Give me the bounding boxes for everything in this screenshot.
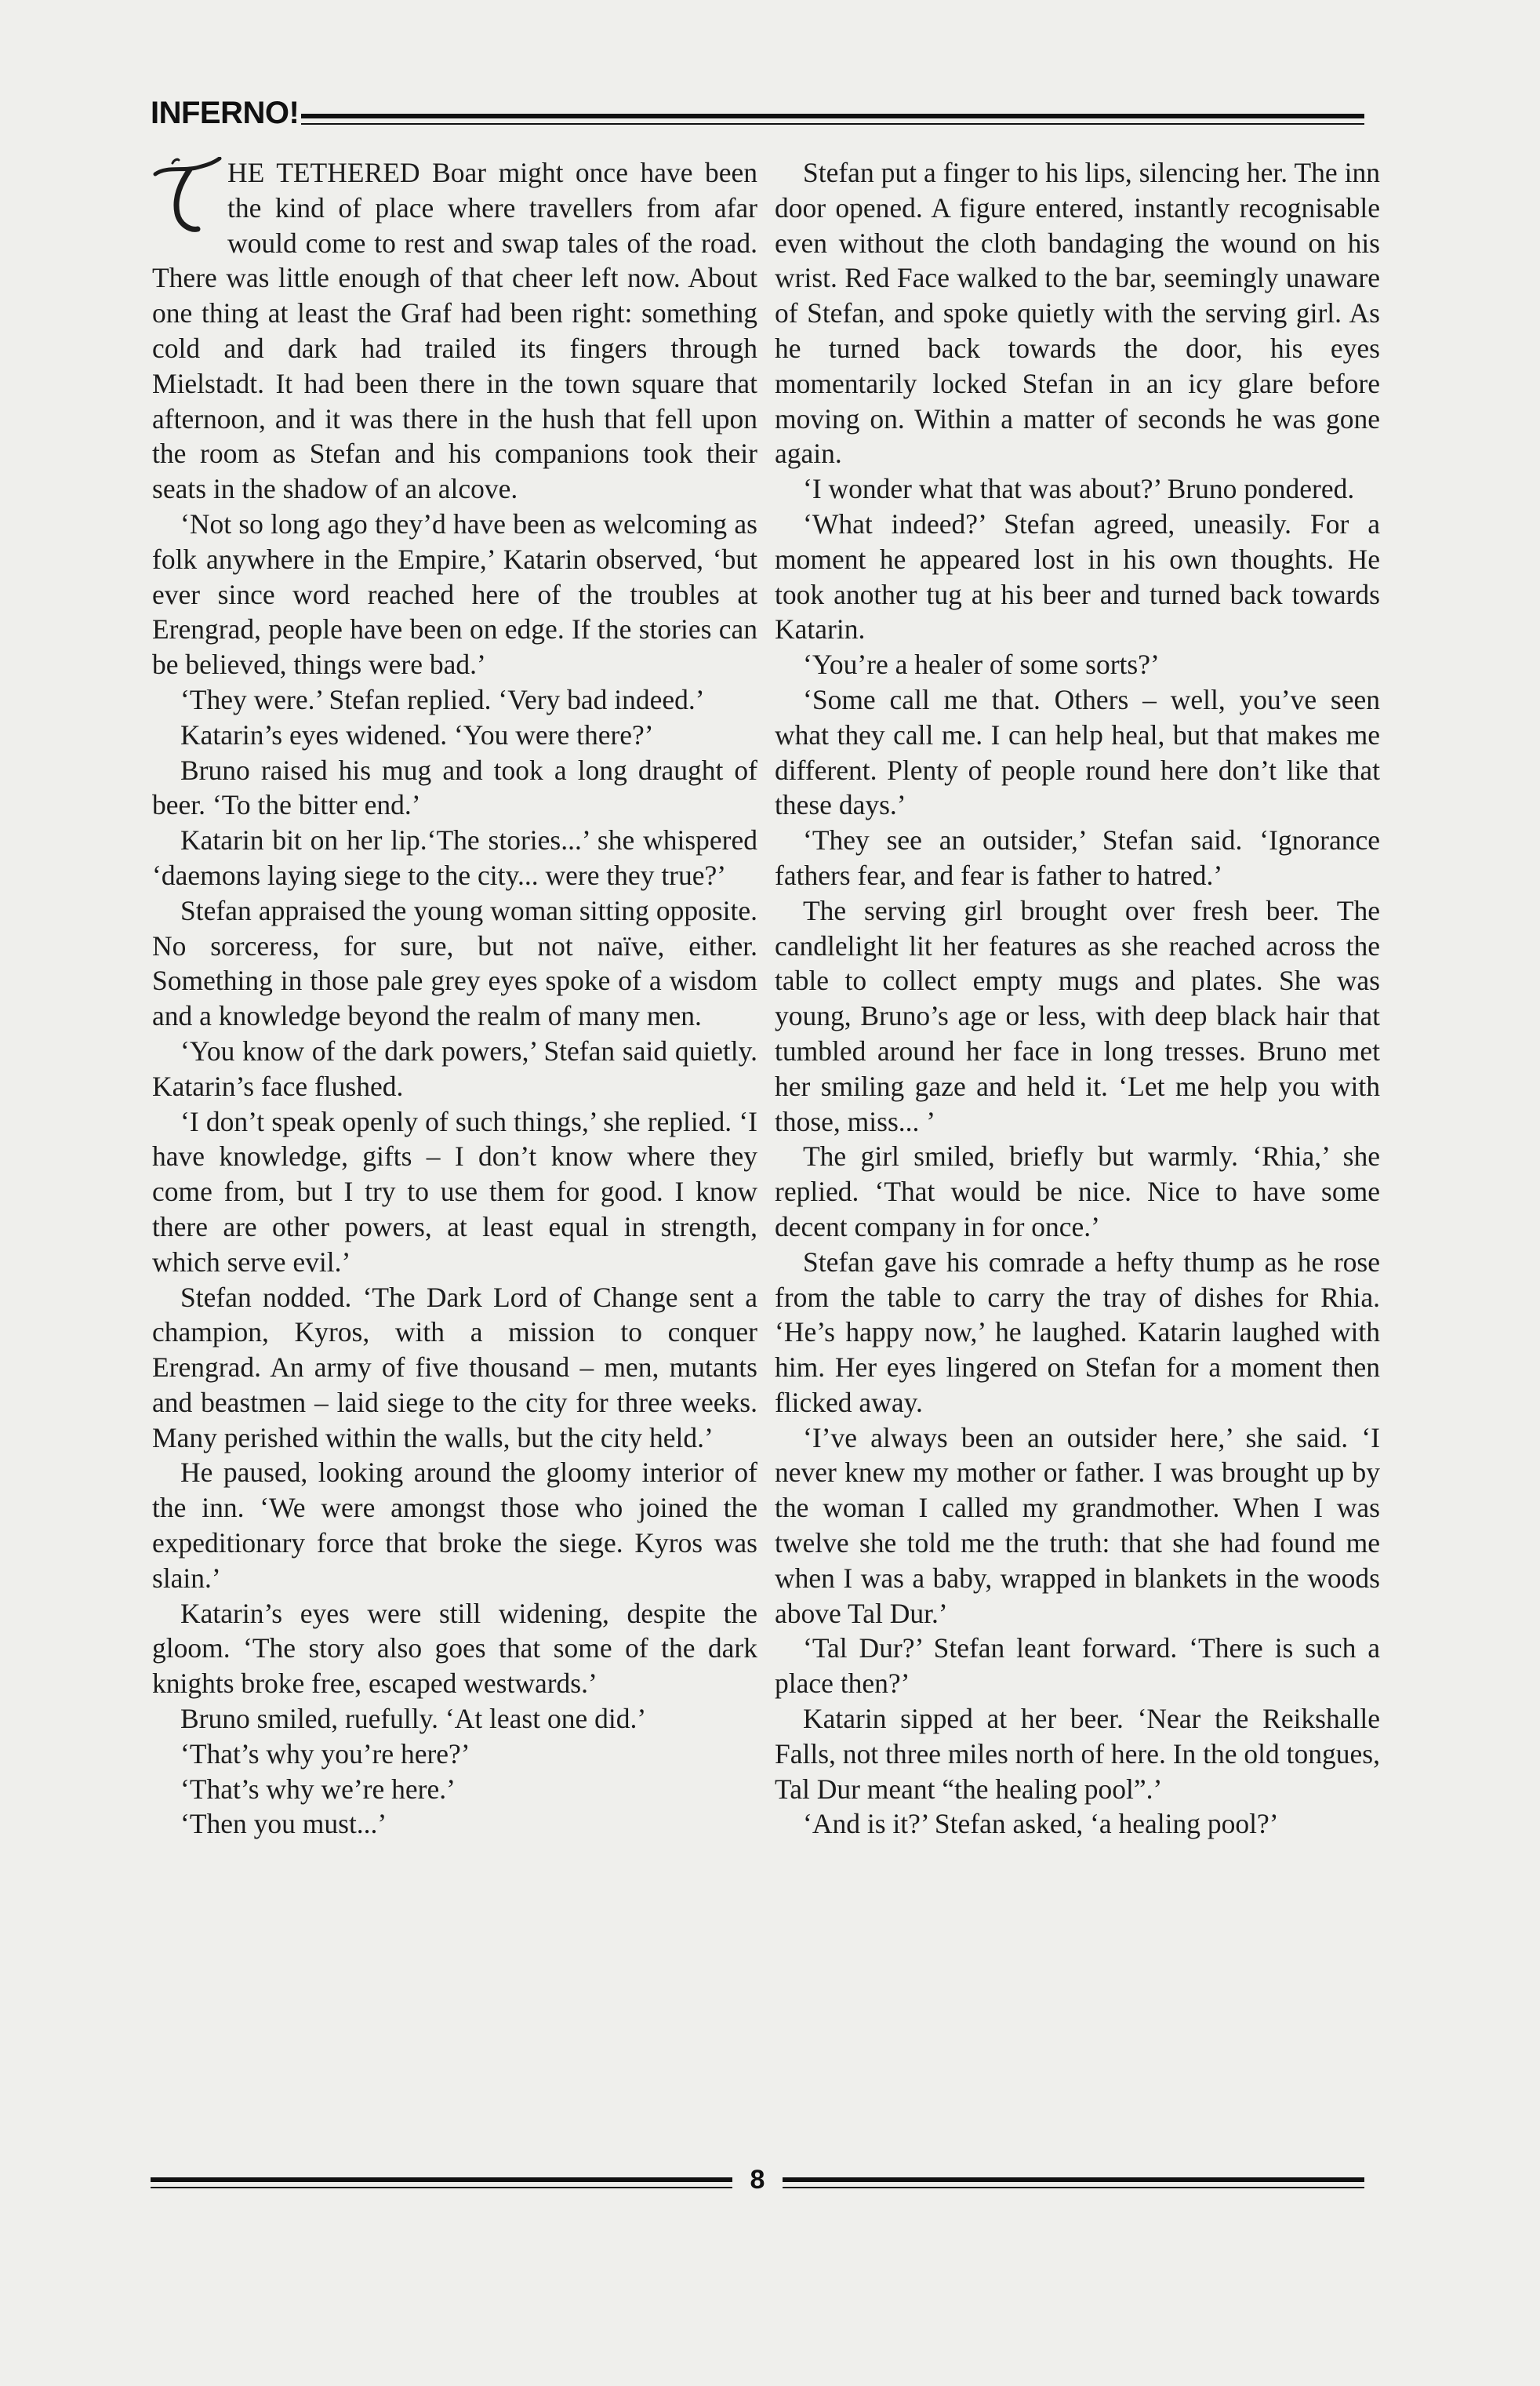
left-column: [152, 155, 757, 1842]
paragraph: ‘I wonder what that was about?’ Bruno pondered.: [803, 473, 1355, 505]
running-title: INFERNO!: [151, 96, 300, 130]
paragraph: ‘What indeed?’ Stefan agreed, uneasily. For a moment he appeared lost in his own thoughts. He took another tug at his beer and turned back towards Katarin.: [775, 507, 1380, 646]
paragraph: He paused, looking around the gloomy interior of the inn. ‘We were amongst those who joined the expeditionary force that broke the siege. Kyros was slain.’: [152, 1457, 757, 1594]
paragraph: Stefan nodded. ‘The Dark Lord of Change sent a champion, Kyros, with a mission to conquer Erengrad. An army of five thousand – men, mutants and beastmen – laid siege to the city for three weeks. Many perished within the walls, but the city held.’: [152, 1281, 757, 1453]
paragraph: Bruno smiled, ruefully. ‘At least one did.’: [180, 1703, 647, 1735]
page-header: [151, 93, 1364, 140]
paragraph: ‘You know of the dark powers,’ Stefan said quietly. Katarin’s face flushed.: [152, 1035, 757, 1102]
paragraph: ‘They were.’ Stefan replied. ‘Very bad indeed.’: [180, 683, 705, 715]
paragraph: Katarin sipped at her beer. ‘Near the Reikshalle Falls, not three miles north of here. In the old tongues, Tal Dur meant “the healing pool”.’: [775, 1703, 1380, 1805]
footer-rule-left: [151, 2177, 732, 2182]
paragraph: Bruno raised his mug and took a long draught of beer. ‘To the bitter end.’: [152, 754, 757, 821]
paragraph-text: HE TETHERED Boar might once have been the kind of place where travellers from afar would come to rest and swap tales of the road. There was little enough of that cheer left now. About one thing at least the Graf had been right: something cold and dark had trailed its fingers through Mielstadt. It had been there in the town square that afternoon, and it was there in the hush that fell upon the room as Stefan and his companions took their seats in the shadow of an alcove.: [152, 157, 757, 505]
paragraph: Stefan put a finger to his lips, silencing her. The inn door opened. A figure entered, instantly recognisable even without the cloth bandaging the wound on his wrist. Red Face walked to the bar, seemingly unaware of Stefan, and spoke quietly with the serving girl. As he turned back towards the door, his eyes momentarily locked Stefan in an icy glare before moving on. Within a matter of seconds he was gone again.: [775, 157, 1380, 470]
paragraph: Katarin’s eyes were still widening, despite the gloom. ‘The story also goes that some of the dark knights broke free, escaped westwards.’: [152, 1597, 757, 1700]
paragraph: Stefan appraised the young woman sitting opposite. No sorceress, for sure, but not naïve, either. Something in those pale grey eyes spoke of a wisdom and a knowledge beyond the realm of many men.: [152, 894, 757, 1032]
header-rule: [301, 114, 1364, 118]
paragraph: ‘You’re a healer of some sorts?’: [803, 649, 1160, 681]
paragraph: ‘That’s why you’re here?’: [180, 1737, 470, 1769]
drop-cap-t-icon: [151, 157, 223, 254]
footer-rule-right: [783, 2177, 1364, 2182]
paragraph: ‘Some call me that. Others – well, you’ve seen what they call me. I can help heal, but that makes me different. Plenty of people round here don’t like that these days.’: [775, 683, 1380, 821]
paragraph: ‘They see an outsider,’ Stefan said. ‘Ignorance fathers fear, and fear is father to hatred.’: [775, 824, 1380, 891]
paragraph: The girl smiled, briefly but warmly. ‘Rhia,’ she replied. ‘That would be nice. Nice to have some decent company in for once.’: [775, 1140, 1380, 1242]
drop-cap: [151, 157, 223, 254]
paragraph: ‘Not so long ago they’d have been as welcoming as folk anywhere in the Empire,’ Katarin observed, ‘but ever since word reached here of the troubles at Erengrad, people have been on edge. If the stories can be believed, things were bad.’: [152, 507, 757, 681]
paragraph: ‘Then you must...’: [180, 1808, 387, 1840]
paragraph: Stefan gave his comrade a hefty thump as he rose from the table to carry the tray of dishes for Rhia. ‘He’s happy now,’ he laughed. Katarin laughed with him. Her eyes lingered on Stefan for a moment then flicked away.: [775, 1246, 1380, 1418]
paragraph: ‘I don’t speak openly of such things,’ she replied. ‘I have knowledge, gifts – I don’t know where they come from, but I try to use them for good. I know there are other powers, at least equal in strength, which serve evil.’: [152, 1105, 757, 1278]
opening-paragraph: [152, 155, 757, 507]
paragraph: ‘I’ve always been an outsider here,’ she said. ‘I never knew my mother or father. I was brought up by the woman I called my grandmother. When I was twelve she told me the truth: that she had found me when I was a baby, wrapped in blankets in the woods above Tal Dur.’: [775, 1421, 1380, 1629]
paragraph: ‘Tal Dur?’ Stefan leant forward. ‘There is such a place then?’: [775, 1632, 1380, 1700]
paragraph: The serving girl brought over fresh beer. The candlelight lit her features as she reached across the table to collect empty mugs and plates. She was young, Bruno’s age or less, with deep black hair that tumbled around her face in long tresses. Bruno met her smiling gaze and held it. ‘Let me help you with those, miss... ’: [775, 894, 1380, 1137]
page-number: 8: [750, 2165, 765, 2195]
right-column: [775, 155, 1380, 1842]
paragraph: Katarin bit on her lip.‘The stories...’ she whispered ‘daemons laying siege to the city... were they true?’: [152, 824, 757, 891]
paragraph: Katarin’s eyes widened. ‘You were there?’: [180, 718, 654, 751]
paragraph: ‘That’s why we’re here.’: [180, 1773, 456, 1805]
page-footer: [151, 2165, 1364, 2204]
paragraph: ‘And is it?’ Stefan asked, ‘a healing pool?’: [803, 1808, 1279, 1840]
